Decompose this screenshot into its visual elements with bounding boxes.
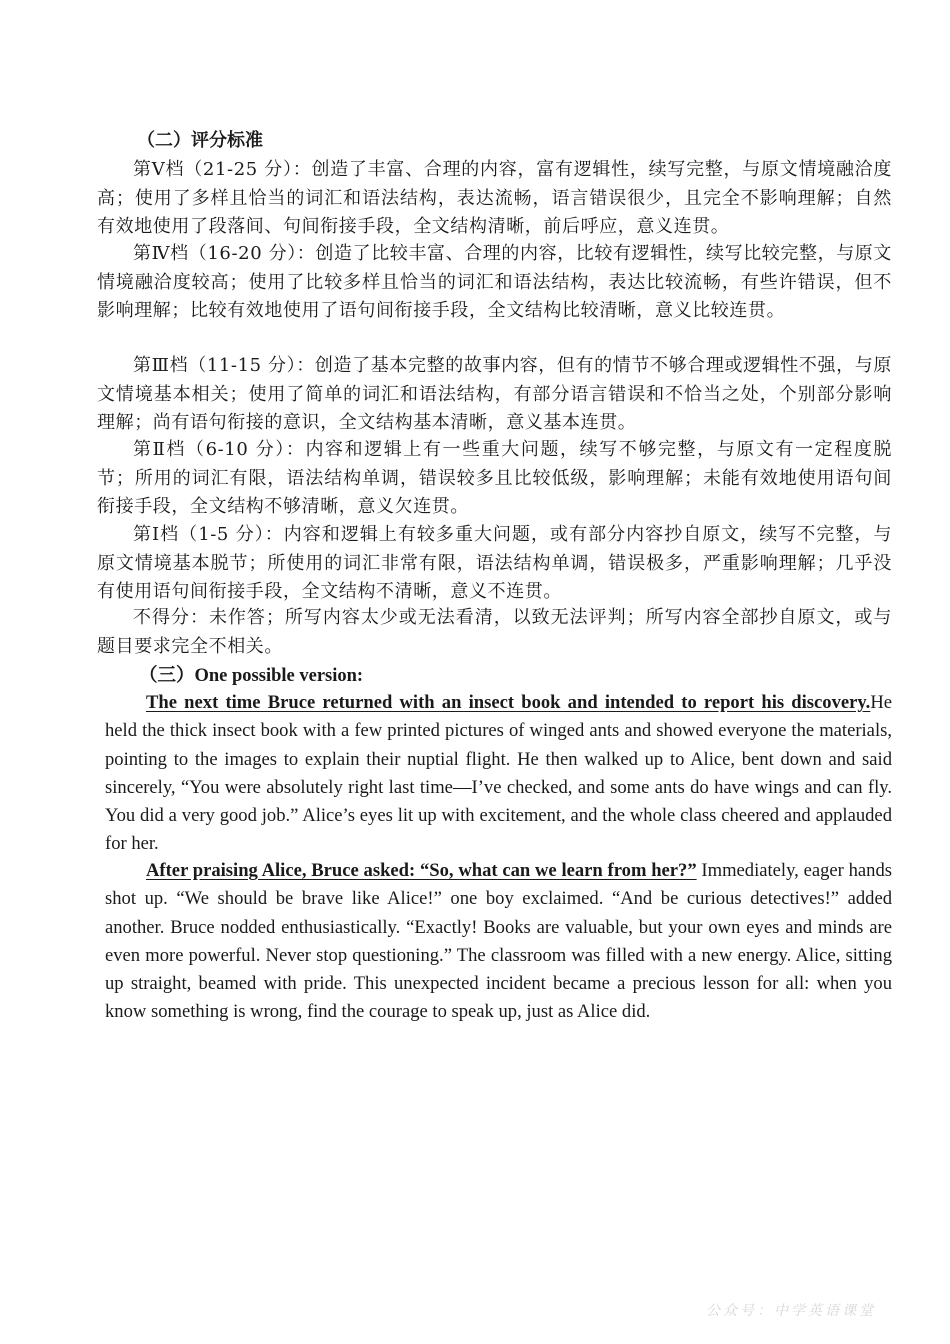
watermark: 公众号：中学英语课堂 xyxy=(706,1303,876,1319)
sample-paragraph-2 xyxy=(105,857,892,1027)
section-heading-scoring-criteria: （二）评分标准 xyxy=(137,130,263,151)
paragraph-2-lead-sentence: After praising Alice, Bruce asked: “So, what can we learn from her?” xyxy=(146,860,697,881)
paragraph-2-body: Immediately, eager hands shot up. “We should be brave like Alice!” one boy exclaimed. “And be curious detectives!” added another. Bruce nodded enthusiastically. “Exactly! Books are valuable, but your own eyes and minds are even more powerful. Never stop questioning.” The classroom was filled with a new energy. Alice, sitting up straight, beamed with pride. This unexpected incident became a precious lesson for all: when you know something is wrong, find the courage to speak up, just as Alice did. xyxy=(105,860,892,1023)
grade-3-criteria: 第Ⅲ档（11-15 分）：创造了基本完整的故事内容，但有的情节不够合理或逻辑性不强，与原文情境基本相关；使用了简单的词汇和语法结构，有部分语言错误和不恰当之处，个别部分影响理解；尚有语句衔接的意识，全文结构基本清晰，意义基本连贯。 xyxy=(97,355,892,433)
grade-5-criteria: 第Ⅴ档（21-25 分）：创造了丰富、合理的内容，富有逻辑性，续写完整，与原文情境融洽度高；使用了多样且恰当的词汇和语法结构，表达流畅，语言错误很少，且完全不影响理解；自然有效地使用了段落间、句间衔接手段，全文结构清晰，前后呼应，意义连贯。 xyxy=(97,159,892,237)
sample-paragraph-1 xyxy=(105,689,892,859)
grade-1-criteria: 第Ⅰ档（1-5 分）：内容和逻辑上有较多重大问题，或有部分内容抄自原文，续写不完整，与原文情境基本脱节；所使用的词汇非常有限，语法结构单调，错误极多，严重影响理解；几乎没有使用语句间衔接手段，全文结构不清晰，意义不连贯。 xyxy=(97,524,892,602)
paragraph-1-lead-sentence: The next time Bruce returned with an insect book and intended to report his discovery. xyxy=(146,692,871,713)
no-score-criteria: 不得分：未作答；所写内容太少或无法看清，以致无法评判；所写内容全部抄自原文，或与题目要求完全不相关。 xyxy=(97,607,892,657)
paragraph-1-body: He held the thick insect book with a few printed pictures of winged ants and showed everyone the materials, pointing to the images to explain their nuptial flight. He then walked up to Alice, bent down and said sincerely, “You were absolutely right last time—I’ve checked, and some ants do have wings and can fly. You did a very good job.” Alice’s eyes lit up with excitement, and the whole class cheered and applauded for her. xyxy=(105,692,892,855)
section-heading-possible-version: （三）One possible version: xyxy=(139,666,364,686)
grade-2-criteria: 第Ⅱ档（6-10 分）：内容和逻辑上有一些重大问题，续写不够完整，与原文有一定程度脱节；所用的词汇有限，语法结构单调，错误较多且比较低级，影响理解；未能有效地使用语句间衔接手段，全文结构不够清晰，意义欠连贯。 xyxy=(97,439,892,517)
grade-4-criteria: 第Ⅳ档（16-20 分）：创造了比较丰富、合理的内容，比较有逻辑性，续写比较完整，与原文情境融洽度较高；使用了比较多样且恰当的词汇和语法结构，表达比较流畅，有些许错误，但不影响理解；比较有效地使用了语句间衔接手段，全文结构比较清晰，意义比较连贯。 xyxy=(97,243,892,321)
